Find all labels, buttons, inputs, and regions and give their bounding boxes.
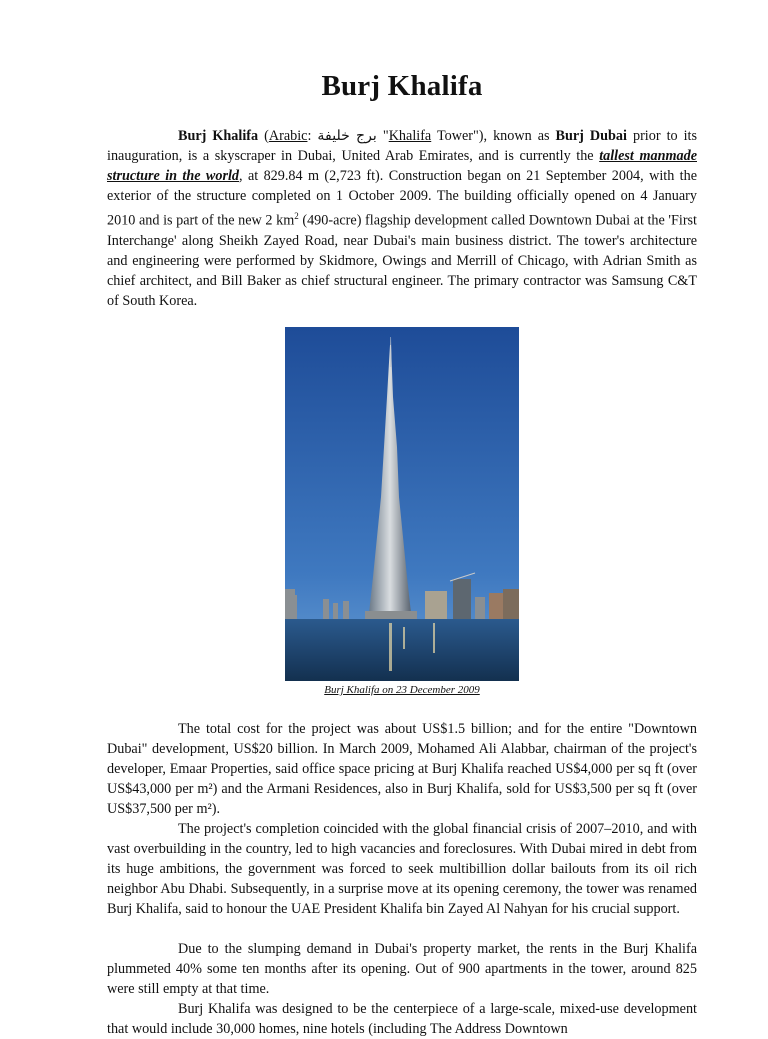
- paragraph-cost: The total cost for the project was about US$1.5 billion; and for the entire "Downtown Dubai" development, US$20 billion. In March 2009, Mohamed Ali Alabbar, chairman of the project's developer, Emaar Properties, said office space pricing at Burj Khalifa reached US$4,000 per sq ft (over US$43,000 per m²) and the Armani Residences, also in Burj Khalifa, sold for US$3,500 per sq ft (over US$37,500 per m²).: [107, 721, 697, 817]
- burj-khalifa-bold: Burj Khalifa: [178, 128, 259, 144]
- paragraph-design: Burj Khalifa was designed to be the centerpiece of a large-scale, mixed-use development that would include 30,000 homes, nine hotels (including The Address Downtown: [107, 1001, 697, 1037]
- paragraph-crisis: The project's completion coincided with the global financial crisis of 2007–2010, and with vast overbuilding in the country, led to high vacancies and foreclosures. With Dubai mired in debt from its huge ambitions, the government was forced to seek multibillion dollar bailouts from its oil rich neighbor Abu Dhabi. Subsequently, in a surprise move at its opening ceremony, the tower was renamed Burj Khalifa, said to honour the UAE President Khalifa bin Zayed Al Nahyan for his crucial support.: [107, 821, 697, 917]
- tallest-structure-link[interactable]: tallest manmade structure in the world: [107, 148, 697, 184]
- burj-dubai-bold: Burj Dubai: [555, 128, 627, 144]
- khalifa-link[interactable]: Khalifa: [388, 128, 432, 144]
- arabic-link[interactable]: Arabic: [268, 128, 308, 144]
- intro-paragraph: Burj Khalifa (Arabic: برج خليفة "Khalifa Tower"), known as Burj Dubai prior to its inauguration, is a skyscraper in Dubai, United Arab Emirates, and is currently the tallest manmade structure in the world, at 829.84 m (2,723 ft). Construction began on 21 September 2004, with the exterior of the structure completed on 1 October 2009. The building officially opened on 4 January 2010 and is part of the new 2 $km^2$ (490-acre) flagship development called Downtown Dubai at the 'First Interchange' along Sheikh Zayed Road, near Dubai's main business district. The tower's architecture and engineering were performed by Skidmore, Owings and Merrill of Chicago, with Adrian Smith as chief architect, and Bill Baker as chief structural engineer. The primary contractor was Samsung C&T of South Korea.: [107, 128, 698, 309]
- page-title: Burj Khalifa: [321, 70, 483, 102]
- figure-caption: Burj Khalifa on 23 December 2009: [324, 684, 480, 696]
- paragraph-rents: Due to the slumping demand in Dubai's property market, the rents in the Burj Khalifa plummeted 40% some ten months after its opening. Out of 900 apartments in the tower, around 825 were still empty at that time.: [107, 941, 697, 997]
- burj-khalifa-photo: [285, 327, 519, 681]
